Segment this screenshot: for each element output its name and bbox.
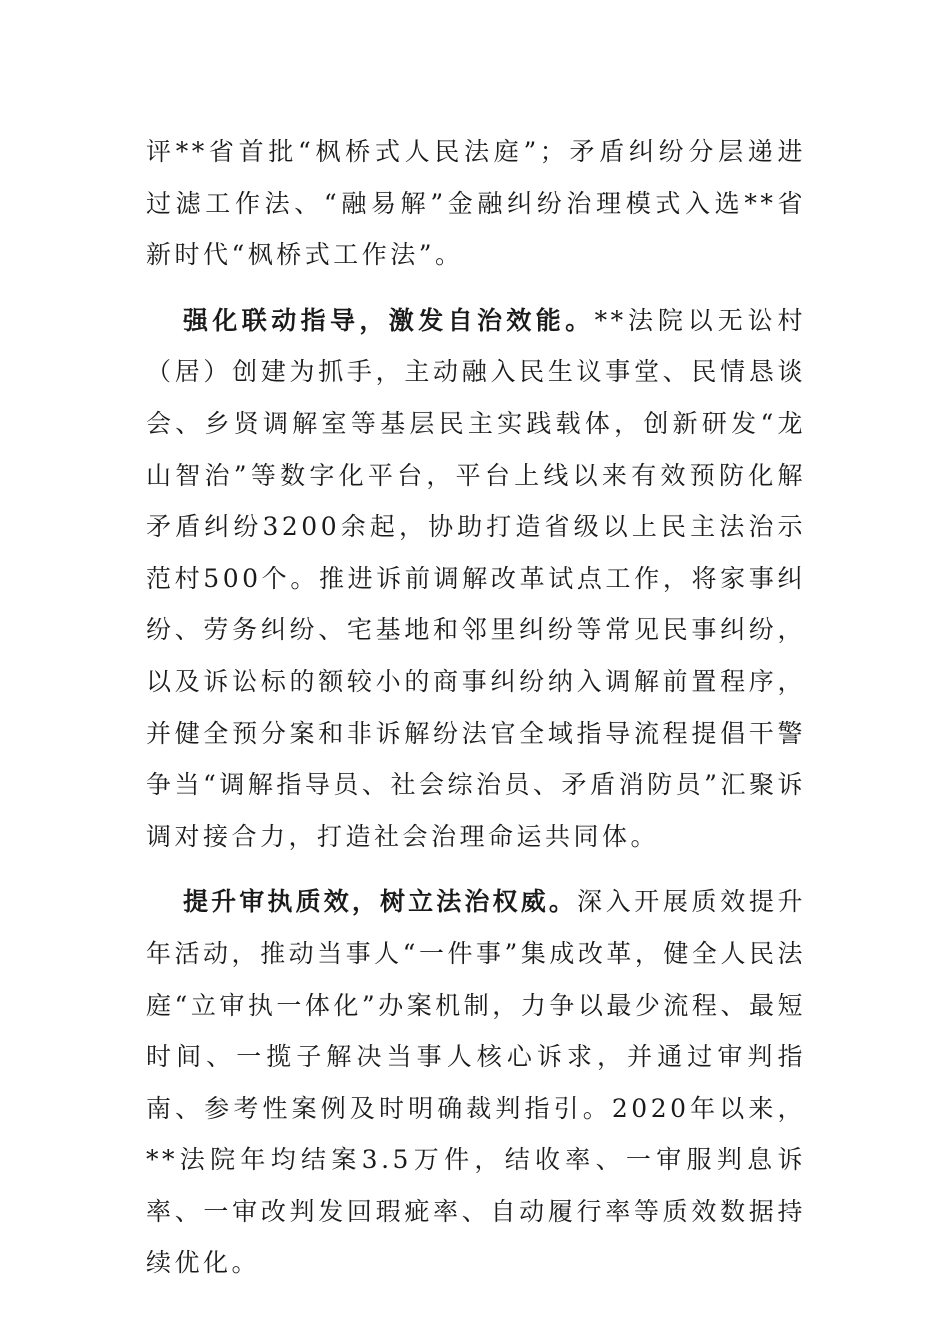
document-body [146,126,806,1289]
paragraph-spacer [146,281,806,295]
paragraph-text: 评**省首批“枫桥式人民法庭”；矛盾纠纷分层递进过滤工作法、“融易解”金融纠纷治理模式入选**省新时代“枫桥式工作法”。 [146,137,806,270]
paragraph-continued [146,126,806,281]
paragraph-text: 深入开展质效提升年活动，推动当事人“一件事”集成改革，健全人民法庭“立审执一体化”办案机制，力争以最少流程、最短时间、一揽子解决当事人核心诉求，并通过审判指南、参考性案例及时明确裁判指引。2020年以来，**法院年均结案3.5万件，结收率、一审服判息诉率、一审改判发回瑕疵率、自动履行率等质效数据持续优化。 [146,887,806,1278]
paragraph-trial-efficiency [146,876,806,1289]
paragraph-text: **法院以无讼村（居）创建为抓手，主动融入民生议事堂、民情恳谈会、乡贤调解室等基层民主实践载体，创新研发“龙山智治”等数字化平台，平台上线以来有效预防化解矛盾纠纷3200余起，协助打造省级以上民主法治示范村500个。推进诉前调解改革试点工作，将家事纠纷、劳务纠纷、宅基地和邻里纠纷等常见民事纠纷，以及诉讼标的额较小的商事纠纷纳入调解前置程序，并健全预分案和非诉解纷法官全域指导流程提倡干警争当“调解指导员、社会综治员、矛盾消防员”汇聚诉调对接合力，打造社会治理命运共同体。 [146,305,806,851]
paragraph-spacer [146,862,806,876]
paragraph-linkage-guidance [146,295,806,863]
paragraph-heading: 提升审执质效，树立法治权威。 [183,887,577,917]
paragraph-heading: 强化联动指导，激发自治效能。 [183,305,595,335]
